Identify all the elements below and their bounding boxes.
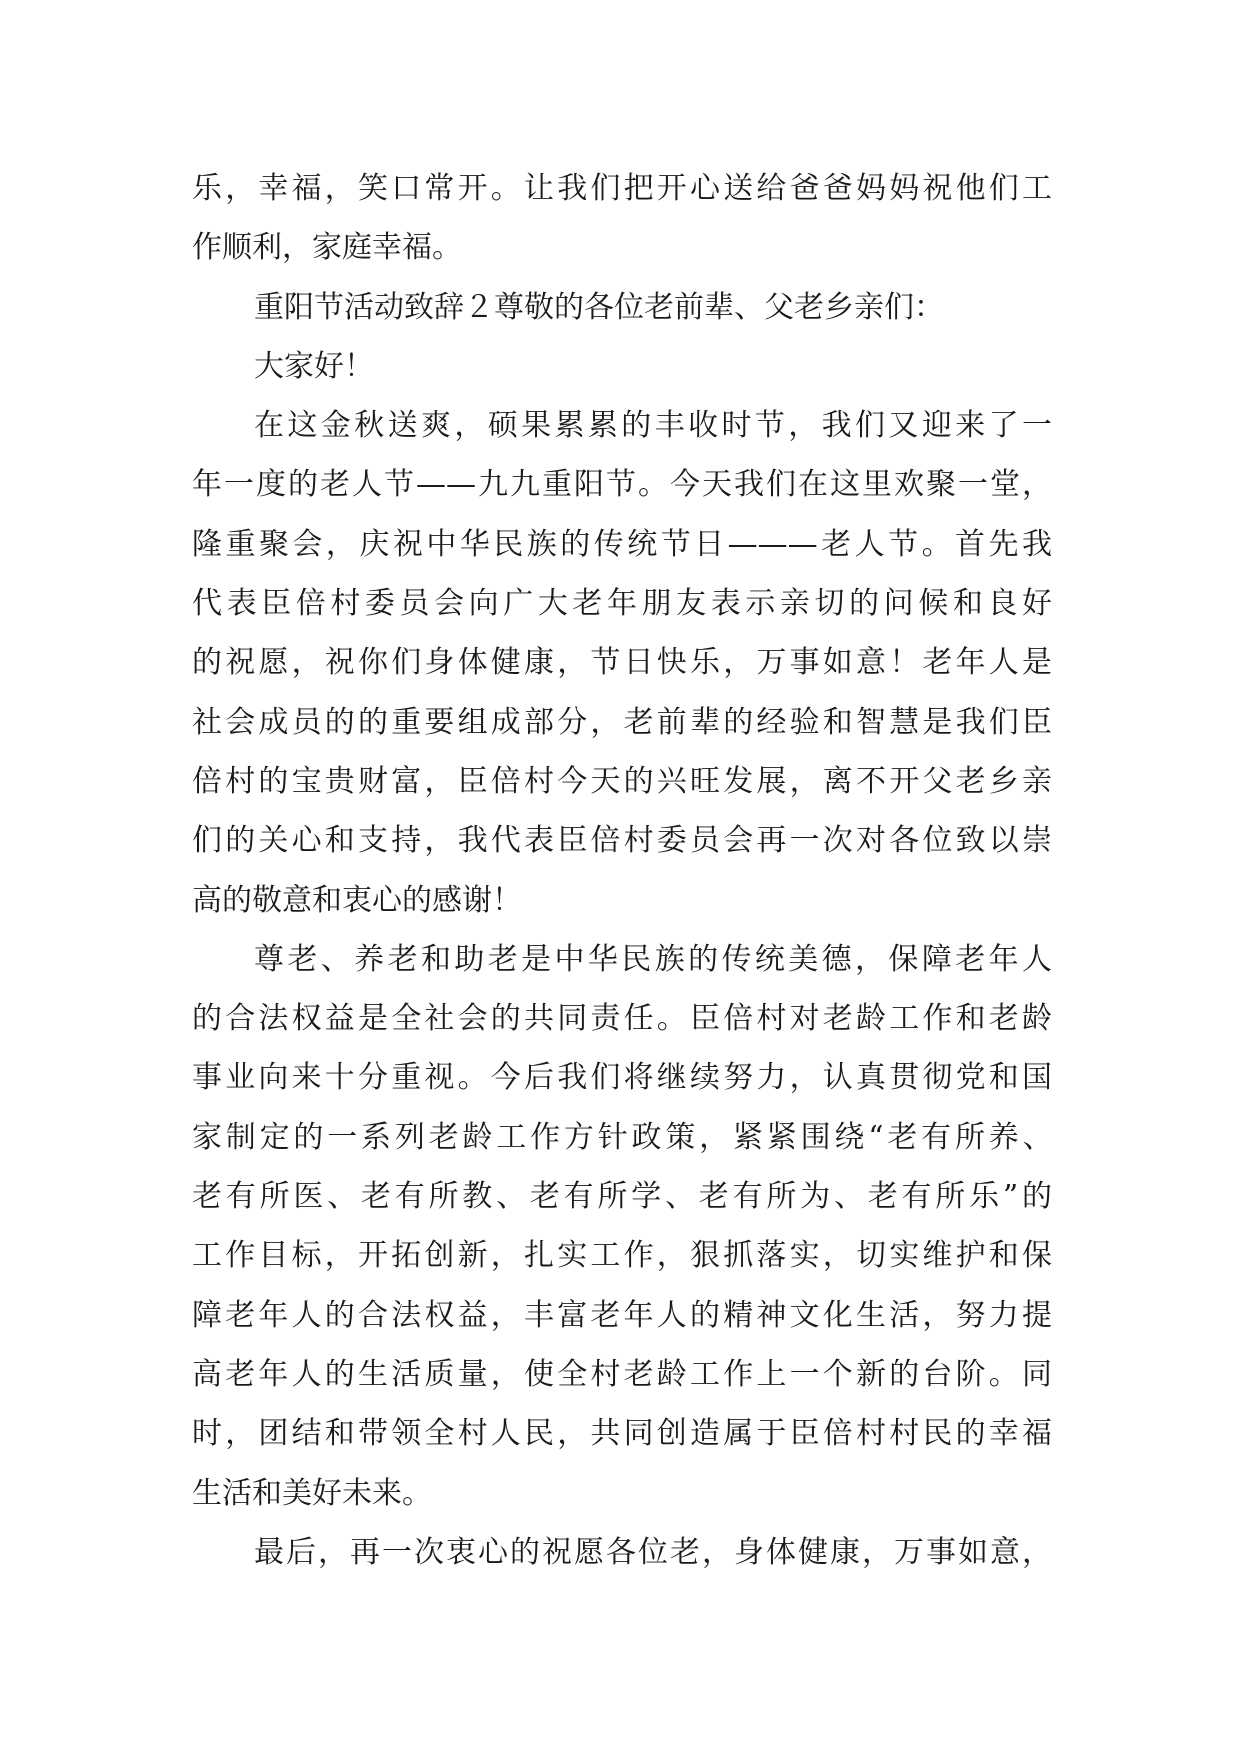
text-line: 家制定的一系列老龄工作方针政策，紧紧围绕“老有所养、: [192, 1119, 1052, 1155]
text-line: 乐，幸福，笑口常开。让我们把开心送给爸爸妈妈祝他们工: [192, 171, 1052, 206]
text-line: 时，团结和带领全村人民，共同创造属于臣倍村村民的幸福: [192, 1416, 1052, 1452]
text-line: 社会成员的的重要组成部分，老前辈的经验和智慧是我们臣: [192, 704, 1052, 740]
text-line: 高老年人的生活质量，使全村老龄工作上一个新的台阶。同: [192, 1356, 1052, 1392]
text-line: 老有所医、老有所教、老有所学、老有所为、老有所乐”的: [192, 1179, 1052, 1215]
text-line: 隆重聚会，庆祝中华民族的传统节日———老人节。首先我: [192, 526, 1052, 562]
paragraph-line: 最后，再一次衷心的祝愿各位老，身体健康，万事如意，: [254, 1534, 1052, 1570]
text-line: 生活和美好未来。: [192, 1475, 432, 1511]
paragraph-line: 重阳节活动致辞２尊敬的各位老前辈、父老乡亲们：: [254, 289, 944, 325]
text-line: 倍村的宝贵财富，臣倍村今天的兴旺发展，离不开父老乡亲: [192, 763, 1052, 799]
text-line: 年一度的老人节——九九重阳节。今天我们在这里欢聚一堂，: [192, 467, 1052, 503]
document-body: [192, 159, 1052, 1582]
paragraph-line: 大家好！: [254, 348, 374, 384]
text-line: 代表臣倍村委员会向广大老年朋友表示亲切的问候和良好: [192, 586, 1052, 622]
paragraph-line: 在这金秋送爽，硕果累累的丰收时节，我们又迎来了一: [254, 408, 1052, 444]
text-line: 的祝愿，祝你们身体健康，节日快乐，万事如意！老年人是: [192, 645, 1052, 681]
text-line: 事业向来十分重视。今后我们将继续努力，认真贯彻党和国: [192, 1060, 1052, 1096]
paragraph-line: 尊老、养老和助老是中华民族的传统美德，保障老年人: [254, 941, 1052, 977]
text-line: 工作目标，开拓创新，扎实工作，狠抓落实，切实维护和保: [192, 1238, 1052, 1274]
text-line: 们的关心和支持，我代表臣倍村委员会再一次对各位致以崇: [192, 823, 1052, 859]
text-line: 作顺利，家庭幸福。: [192, 230, 462, 266]
text-line: 障老年人的合法权益，丰富老年人的精神文化生活，努力提: [192, 1297, 1052, 1333]
text-line: 的合法权益是全社会的共同责任。臣倍村对老龄工作和老龄: [192, 1001, 1052, 1037]
text-line: 高的敬意和衷心的感谢！: [192, 882, 522, 918]
